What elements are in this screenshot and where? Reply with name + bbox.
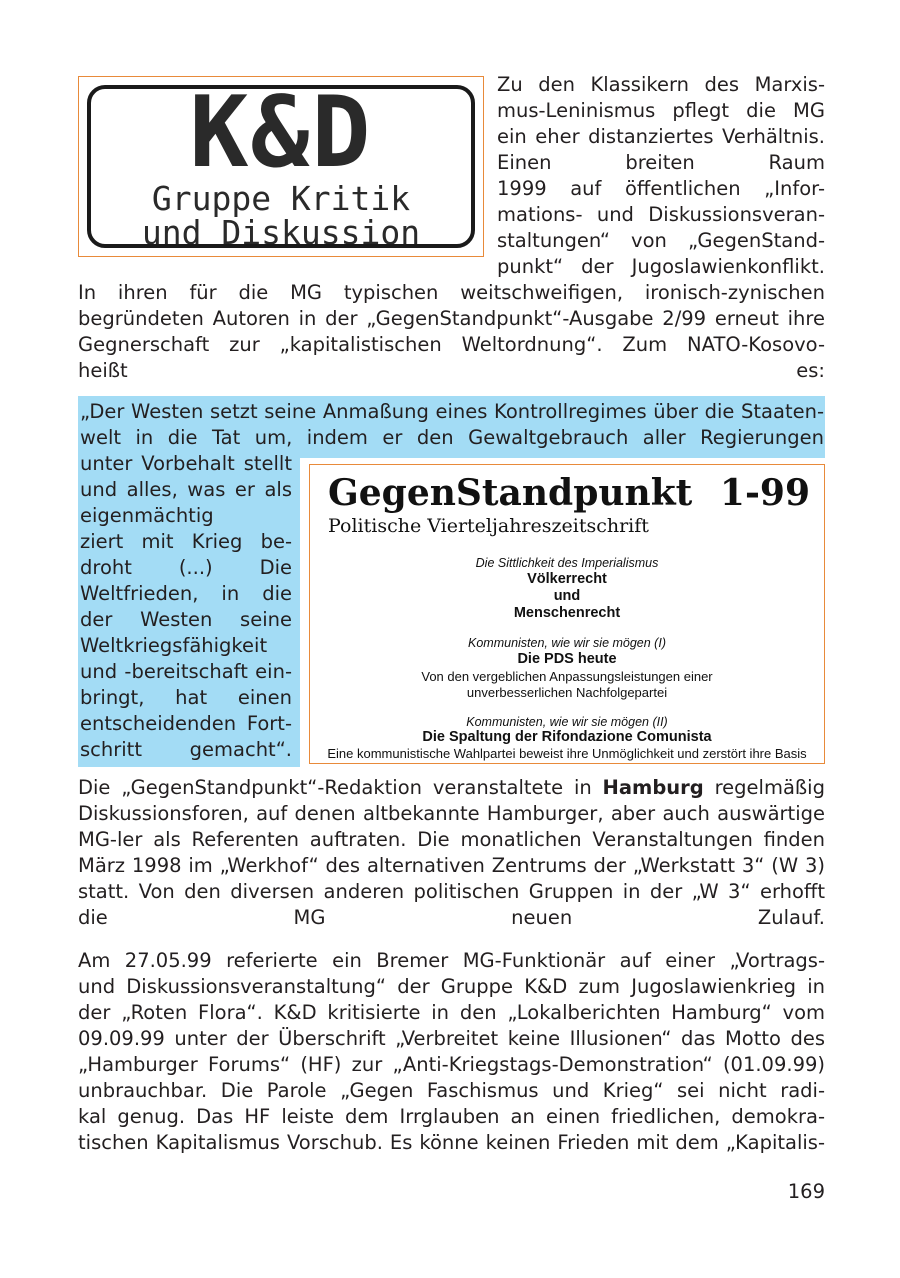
text-line: statt. Von den diversen anderen politischen Gruppen in der „W 3“ erhofft: [78, 880, 825, 903]
quote-line: entscheidenden Fort-: [80, 712, 292, 735]
quote-line: droht (...) Die: [80, 556, 292, 579]
text-line: 1999 auf öffentlichen „Infor-: [497, 177, 825, 200]
cover-title: GegenStandpunkt: [328, 472, 693, 514]
intro-paragraph-side: [497, 72, 825, 280]
quote-line: unter Vorbehalt stellt: [80, 452, 292, 475]
text-line: unbrauchbar. Die Parole „Gegen Faschismus und Krieg“ sei nicht radi-: [78, 1079, 825, 1102]
cover-article-desc: Eine kommunistische Wahlpartei beweist ihre Unmöglichkeit und zerstört ihre Basis: [327, 746, 807, 761]
text-line: Am 27.05.99 referierte ein Bremer MG-Funktionär auf einer „Vortrags-: [78, 949, 825, 972]
cover-article-title: Die PDS heute: [517, 651, 617, 667]
cover-issue: 1-99: [719, 472, 810, 514]
text-line: staltungen“ von „GegenStand-: [497, 229, 825, 252]
kd-logo-image: [78, 76, 484, 257]
cover-subtitle: Politische Vierteljahreszeitschrift: [328, 515, 649, 537]
gegenstandpunkt-cover-image: [309, 464, 825, 764]
text-run: Die „GegenStandpunkt“-Redaktion veranstaltete in: [78, 776, 603, 799]
cover-article-kicker: Kommunisten, wie wir sie mögen (I): [468, 636, 666, 650]
quote-line: und -bereitschaft ein-: [80, 660, 292, 683]
text-line: Diskussionsforen, auf denen altbekannte Hamburger, aber auch auswärtige: [78, 802, 825, 825]
kd-logo-title: K&D: [189, 85, 373, 190]
text-line: mus-Leninismus pflegt die MG: [497, 99, 825, 122]
kd-logo-line1: Gruppe Kritik: [151, 179, 411, 218]
text-line: mations- und Diskussionsveran-: [497, 203, 825, 226]
kd-logo-frame: [87, 85, 475, 248]
text-line: tischen Kapitalismus Vorschub. Es könne keinen Frieden mit dem „Kapitalis-: [78, 1131, 825, 1154]
kd-logo-line2: und Diskussion: [141, 213, 421, 248]
cover-article-title: Menschenrecht: [513, 605, 621, 621]
cover-article-title: Völkerrecht: [527, 571, 607, 587]
text-line: begründeten Autoren in der „GegenStandpunkt“-Ausgabe 2/99 erneut ihre: [78, 307, 825, 330]
quote-line: „Der Westen setzt seine Anmaßung eines Kontrollregimes über die Staaten-: [80, 400, 824, 423]
text-run: regelmäßig: [703, 776, 825, 799]
cover-article-title: und: [553, 588, 581, 604]
text-line: MG-ler als Referenten auftraten. Die monatlichen Veranstaltungen finden: [78, 828, 825, 851]
quote-line: schritt gemacht“.: [80, 738, 292, 761]
quote-line: ziert mit Krieg be-: [80, 530, 292, 553]
quote-text-left: [80, 451, 292, 763]
text-line: 09.09.99 unter der Überschrift „Verbreitet keine Illusionen“ das Motto des: [78, 1027, 825, 1050]
quote-line: und alles, was er als: [80, 478, 292, 501]
text-line: die MG neuen Zulauf.: [78, 906, 825, 929]
quote-line: eigenmächtig: [80, 504, 214, 527]
bold-text-run: Hamburg: [602, 776, 704, 799]
text-line: Zu den Klassikern des Marxis-: [497, 73, 825, 96]
text-line: „Hamburger Forums“ (HF) zur „Anti-Kriegstags-Demonstration“ (01.09.99): [78, 1053, 825, 1076]
quote-line: bringt, hat einen: [80, 686, 292, 709]
cover-article-desc: unverbesserlichen Nachfolgepartei: [466, 685, 668, 700]
quote-line: der Westen seine: [80, 608, 292, 631]
body-paragraph: [78, 775, 825, 931]
cover-article-kicker: Kommunisten, wie wir sie mögen (II): [466, 715, 668, 729]
text-line: ein eher distanziertes Verhältnis.: [497, 125, 825, 148]
text-line: Einen breiten Raum: [497, 151, 825, 174]
cover-article-kicker: Die Sittlichkeit des Imperialismus: [475, 556, 659, 570]
text-line: punkt“ der Jugoslawienkonflikt.: [497, 255, 825, 278]
quote-text-top: [80, 399, 824, 451]
cover-article-desc: Von den vergeblichen Anpassungsleistungen einer: [421, 669, 713, 684]
text-line: der „Roten Flora“. K&D kritisierte in den „Lokalberichten Hamburg“ vom: [78, 1001, 825, 1024]
page-number: 169: [787, 1180, 825, 1203]
text-line: März 1998 im „Werkhof“ des alternativen Zentrums der „Werkstatt 3“ (W 3): [78, 854, 825, 877]
text-line: Gegnerschaft zur „kapitalistischen Weltordnung“. Zum NATO-Kosovo-: [78, 333, 825, 356]
quote-line: Weltfrieden, in die: [80, 582, 292, 605]
cover-article-title: Die Spaltung der Rifondazione Comunista: [422, 729, 712, 745]
quote-line: Weltkriegsfähigkeit: [80, 634, 268, 657]
body-paragraph: [78, 948, 825, 1156]
intro-paragraph-full: [78, 280, 825, 384]
quote-line: welt in die Tat um, indem er den Gewaltgebrauch aller Regierungen: [80, 426, 824, 449]
text-line: [78, 775, 825, 801]
text-line: und Diskussionsveranstaltung“ der Gruppe K&D zum Jugoslawienkrieg in: [78, 975, 825, 998]
text-line: kal genug. Das HF leiste dem Irrglauben an einen friedlichen, demokra-: [78, 1105, 825, 1128]
text-line: heißt es:: [78, 359, 825, 382]
text-line: In ihren für die MG typischen weitschweifigen, ironisch-zynischen: [78, 281, 825, 304]
